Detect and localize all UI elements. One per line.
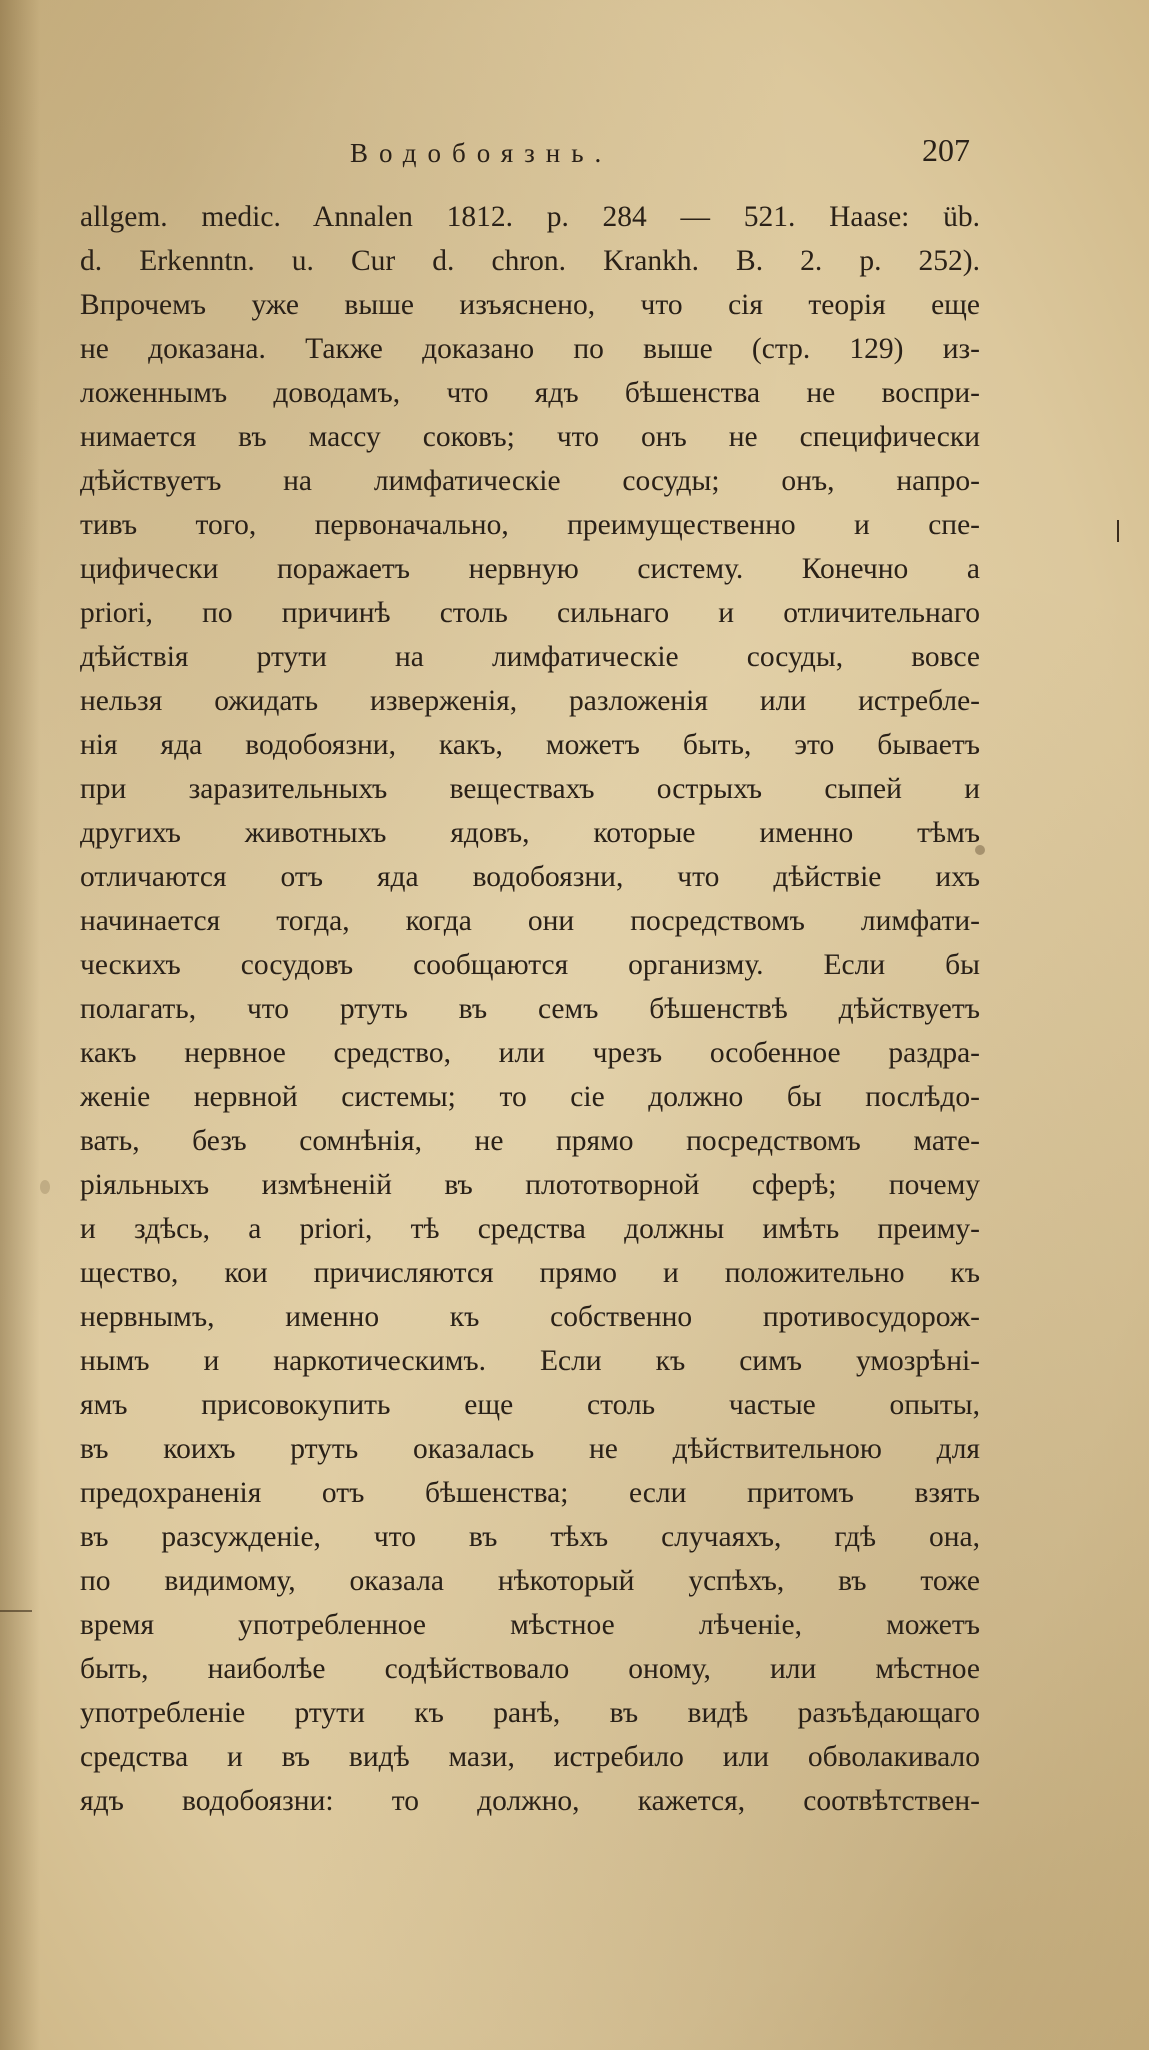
text-line: средства и въ видѣ мази, истребило или обволакивало xyxy=(80,1741,980,1773)
text-line: въ разсужденіе, что въ тѣхъ случаяхъ, гдѣ она, xyxy=(80,1521,980,1553)
text-line: употребленіе ртути къ ранѣ, въ видѣ разъѣдающаго xyxy=(80,1697,980,1729)
page-header xyxy=(350,132,970,178)
page-number: 207 xyxy=(922,132,970,168)
text-line: нія яда водобоязни, какъ, можетъ быть, это бываетъ xyxy=(80,729,980,761)
text-line: и здѣсь, a priori, тѣ средства должны имѣть преиму- xyxy=(80,1213,980,1245)
text-line: ріяльныхъ измѣненій въ плототворной сферѣ; почему xyxy=(80,1169,980,1201)
text-line: вать, безъ сомнѣнія, не прямо посредствомъ мате- xyxy=(80,1125,980,1157)
margin-mark xyxy=(1117,520,1119,542)
text-line: быть, наиболѣе содѣйствовало оному, или мѣстное xyxy=(80,1653,980,1685)
text-line: щество, кои причисляются прямо и положительно къ xyxy=(80,1257,980,1289)
paper-mark xyxy=(40,1180,50,1194)
ink-spot xyxy=(975,845,985,855)
text-line: ложеннымъ доводамъ, что ядъ бѣшенства не воспри- xyxy=(80,377,980,409)
running-title: Водобоязнь. xyxy=(350,138,613,168)
text-line: не доказана. Также доказано по выше (стр. 129) из- xyxy=(80,333,980,365)
text-line: priori, по причинѣ столь сильнаго и отличительнаго xyxy=(80,597,980,629)
text-line: Впрочемъ уже выше изъяснено, что сія теорія еще xyxy=(80,289,980,321)
text-line: какъ нервное средство, или чрезъ особенное раздра- xyxy=(80,1037,980,1069)
text-line: дѣйствія ртути на лимфатическіе сосуды, вовсе xyxy=(80,641,980,673)
text-line: нымъ и наркотическимъ. Если къ симъ умозрѣні- xyxy=(80,1345,980,1377)
text-line: allgem. medic. Annalen 1812. p. 284 — 521. Haase: üb. xyxy=(80,201,980,233)
text-line: начинается тогда, когда они посредствомъ лимфати- xyxy=(80,905,980,937)
text-line: женіе нервной системы; то сіе должно бы послѣдо- xyxy=(80,1081,980,1113)
text-line: нельзя ожидать изверженія, разложенія или истребле- xyxy=(80,685,980,717)
text-line: дѣйствуетъ на лимфатическіе сосуды; онъ, напро- xyxy=(80,465,980,497)
text-line: при заразительныхъ веществахъ острыхъ сыпей и xyxy=(80,773,980,805)
text-line: нимается въ массу соковъ; что онъ не специфически xyxy=(80,421,980,453)
text-line: цифически поражаетъ нервную систему. Конечно a xyxy=(80,553,980,585)
text-line: предохраненія отъ бѣшенства; если притомъ взять xyxy=(80,1477,980,1509)
text-line: ядъ водобоязни: то должно, кажется, соотвѣтствен- xyxy=(80,1785,980,1817)
text-line: въ коихъ ртуть оказалась не дѣйствительною для xyxy=(80,1433,980,1465)
text-line: по видимому, оказала нѣкоторый успѣхъ, въ тоже xyxy=(80,1565,980,1597)
text-line: другихъ животныхъ ядовъ, которые именно тѣмъ xyxy=(80,817,980,849)
text-line: ямъ присовокупить еще столь частые опыты, xyxy=(80,1389,980,1421)
text-line: отличаются отъ яда водобоязни, что дѣйствіе ихъ xyxy=(80,861,980,893)
text-line: тивъ того, первоначально, преимущественно и спе- xyxy=(80,509,980,541)
text-line: d. Erkenntn. u. Cur d. chron. Krankh. B. 2. p. 252). xyxy=(80,245,980,277)
text-line: время употребленное мѣстное лѣченіе, можетъ xyxy=(80,1609,980,1641)
text-line: полагать, что ртуть въ семъ бѣшенствѣ дѣйствуетъ xyxy=(80,993,980,1025)
text-line: ческихъ сосудовъ сообщаются организму. Если бы xyxy=(80,949,980,981)
body-text xyxy=(80,187,980,1823)
text-line: нервнымъ, именно къ собственно противосудорож- xyxy=(80,1301,980,1333)
margin-line xyxy=(0,1610,32,1612)
page-edge-shadow xyxy=(0,0,40,2050)
